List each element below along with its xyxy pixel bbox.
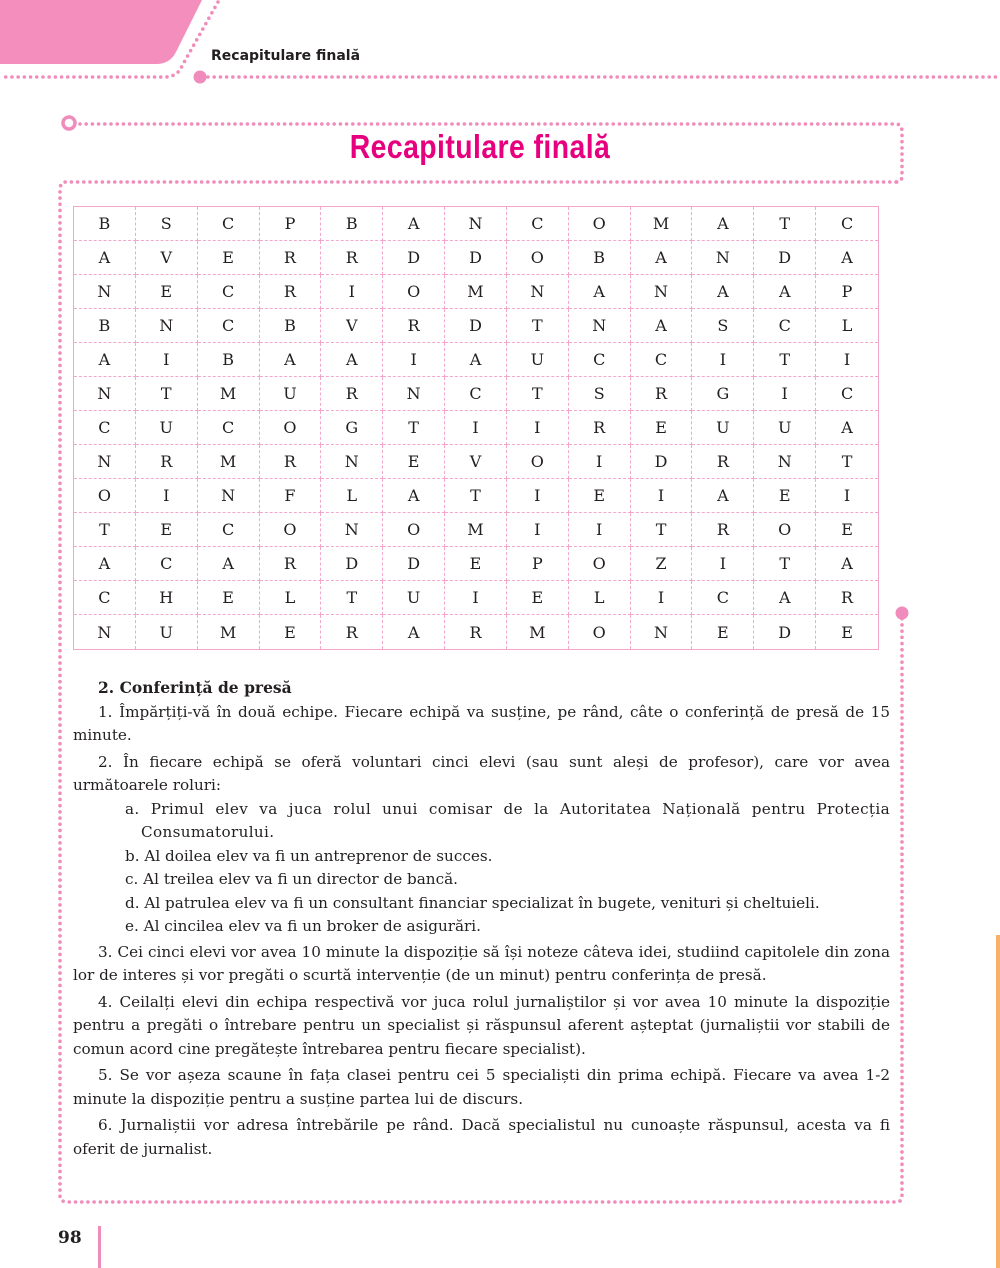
grid-cell[interactable]: A [74, 547, 136, 581]
grid-cell[interactable]: R [136, 445, 198, 479]
grid-cell[interactable]: R [260, 275, 322, 309]
grid-cell[interactable]: N [74, 615, 136, 649]
role-item: d. Al patrulea elev va fi un consultant financiar specializat în bugete, venituri și cheltuieli. [125, 893, 820, 912]
grid-cell[interactable]: T [136, 377, 198, 411]
grid-cell[interactable]: R [321, 377, 383, 411]
grid-cell[interactable]: A [383, 479, 445, 513]
grid-cell[interactable]: P [507, 547, 569, 581]
grid-cell[interactable]: O [569, 547, 631, 581]
grid-cell[interactable]: P [816, 275, 878, 309]
grid-cell[interactable]: D [754, 615, 816, 649]
grid-cell[interactable]: T [507, 377, 569, 411]
running-header-title: Recapitulare finală [211, 48, 361, 64]
grid-cell[interactable]: E [445, 547, 507, 581]
grid-cell[interactable]: C [74, 411, 136, 445]
grid-cell[interactable]: N [692, 241, 754, 275]
grid-cell[interactable]: A [631, 309, 693, 343]
grid-cell[interactable]: U [136, 411, 198, 445]
grid-cell[interactable]: B [74, 309, 136, 343]
grid-cell[interactable]: R [321, 241, 383, 275]
grid-cell[interactable]: T [445, 479, 507, 513]
grid-cell[interactable]: N [507, 275, 569, 309]
grid-cell[interactable]: U [692, 411, 754, 445]
grid-cell[interactable]: I [445, 411, 507, 445]
corner-tab-decoration [0, 0, 210, 64]
grid-cell[interactable]: I [816, 479, 878, 513]
grid-cell[interactable]: N [445, 207, 507, 241]
grid-cell[interactable]: C [198, 275, 260, 309]
grid-cell[interactable]: L [569, 581, 631, 615]
grid-cell[interactable]: E [383, 445, 445, 479]
grid-cell[interactable]: R [321, 615, 383, 649]
grid-cell[interactable]: C [507, 207, 569, 241]
grid-cell[interactable]: C [692, 581, 754, 615]
grid-cell[interactable]: C [136, 547, 198, 581]
grid-cell[interactable]: T [754, 343, 816, 377]
grid-cell[interactable]: A [816, 547, 878, 581]
grid-cell[interactable]: N [136, 309, 198, 343]
grid-cell[interactable]: A [754, 581, 816, 615]
grid-cell[interactable]: I [445, 581, 507, 615]
grid-cell[interactable]: C [198, 309, 260, 343]
grid-cell[interactable]: C [198, 207, 260, 241]
grid-cell[interactable]: A [321, 343, 383, 377]
grid-cell[interactable]: V [136, 241, 198, 275]
grid-cell[interactable]: L [260, 581, 322, 615]
grid-cell[interactable]: A [383, 207, 445, 241]
grid-cell[interactable]: A [383, 615, 445, 649]
grid-cell[interactable]: T [754, 547, 816, 581]
grid-cell[interactable]: U [136, 615, 198, 649]
grid-cell[interactable]: N [74, 275, 136, 309]
instruction-paragraph-5: 5. Se vor așeza scaune în fața clasei pentru cei 5 specialiști din prima echipă. Fiecare va avea 1-2 minute la dispoziție pentru a susține partea lui de discurs. [73, 1066, 890, 1108]
grid-cell[interactable]: B [569, 241, 631, 275]
grid-cell[interactable]: I [816, 343, 878, 377]
grid-cell[interactable]: A [692, 479, 754, 513]
grid-cell[interactable]: U [507, 343, 569, 377]
grid-cell[interactable]: C [198, 513, 260, 547]
grid-cell[interactable]: N [631, 615, 693, 649]
grid-cell[interactable]: T [816, 445, 878, 479]
grid-cell[interactable]: F [260, 479, 322, 513]
exercise-section [73, 676, 890, 1164]
role-item: b. Al doilea elev va fi un antreprenor de succes. [125, 846, 493, 865]
grid-cell[interactable]: M [198, 615, 260, 649]
grid-cell[interactable]: T [74, 513, 136, 547]
grid-cell[interactable]: D [445, 309, 507, 343]
grid-cell[interactable]: E [198, 241, 260, 275]
page-title: Recapitulare finală [349, 128, 611, 165]
grid-cell[interactable]: M [198, 377, 260, 411]
grid-cell[interactable]: A [754, 275, 816, 309]
grid-cell[interactable]: D [383, 547, 445, 581]
roles-list [73, 798, 890, 939]
grid-cell[interactable]: D [383, 241, 445, 275]
grid-cell[interactable]: U [260, 377, 322, 411]
grid-cell[interactable]: O [260, 411, 322, 445]
grid-cell[interactable]: G [321, 411, 383, 445]
grid-cell[interactable]: L [321, 479, 383, 513]
role-item: a. Primul elev va juca rolul unui comisar de la Autoritatea Națională pentru Protecția Consumatorului. [125, 799, 890, 841]
grid-cell[interactable]: D [631, 445, 693, 479]
page-number-divider [98, 1226, 101, 1268]
grid-cell[interactable]: I [136, 343, 198, 377]
grid-cell[interactable]: N [569, 309, 631, 343]
grid-cell[interactable]: A [631, 241, 693, 275]
word-search-grid [73, 206, 879, 650]
grid-cell[interactable]: M [445, 513, 507, 547]
grid-cell[interactable]: D [445, 241, 507, 275]
header-bubble [194, 71, 207, 84]
grid-cell[interactable]: T [383, 411, 445, 445]
grid-cell[interactable]: A [445, 343, 507, 377]
grid-cell[interactable]: R [260, 547, 322, 581]
grid-cell[interactable]: N [383, 377, 445, 411]
grid-cell[interactable]: E [754, 479, 816, 513]
grid-cell[interactable]: R [383, 309, 445, 343]
grid-cell[interactable]: T [321, 581, 383, 615]
grid-cell[interactable]: S [692, 309, 754, 343]
grid-cell[interactable]: N [198, 479, 260, 513]
grid-cell[interactable]: N [631, 275, 693, 309]
grid-cell[interactable]: O [507, 241, 569, 275]
instruction-paragraph-6: 6. Jurnaliștii vor adresa întrebările pe rând. Dacă specialistul nu cunoaște răspunsul, acesta va fi oferit de jurnalist. [73, 1116, 890, 1158]
grid-cell[interactable]: O [569, 615, 631, 649]
grid-cell[interactable]: O [383, 513, 445, 547]
grid-cell[interactable]: A [198, 547, 260, 581]
instruction-paragraph-1: 1. Împărțiți-vă în două echipe. Fiecare echipă va susține, pe rând, câte o conferință de presă de 15 minute. [73, 702, 890, 744]
grid-cell[interactable]: E [816, 513, 878, 547]
grid-cell[interactable]: R [569, 411, 631, 445]
role-item: c. Al treilea elev va fi un director de bancă. [125, 870, 458, 888]
section-heading: 2. Conferință de presă [98, 678, 292, 697]
grid-cell[interactable]: O [754, 513, 816, 547]
page-number: 98 [58, 1228, 82, 1248]
grid-cell[interactable]: I [631, 479, 693, 513]
instruction-paragraph-3: 3. Cei cinci elevi vor avea 10 minute la dispoziție să își noteze câteva idei, studiind capitolele din zona lor de interes și vor pregăti o scurtă intervenție (de un minut) pentru conferința de presă. [73, 942, 890, 984]
grid-cell[interactable]: A [692, 207, 754, 241]
grid-cell[interactable]: S [136, 207, 198, 241]
side-bubble [896, 607, 909, 620]
grid-cell[interactable]: I [383, 343, 445, 377]
grid-cell[interactable]: M [445, 275, 507, 309]
grid-cell[interactable]: N [321, 445, 383, 479]
grid-cell[interactable]: T [507, 309, 569, 343]
grid-cell[interactable]: D [754, 241, 816, 275]
grid-cell[interactable]: I [507, 479, 569, 513]
grid-cell[interactable]: N [321, 513, 383, 547]
grid-cell[interactable]: A [74, 241, 136, 275]
grid-cell[interactable]: I [692, 547, 754, 581]
grid-cell[interactable]: R [260, 241, 322, 275]
grid-cell[interactable]: T [754, 207, 816, 241]
grid-cell[interactable]: R [816, 581, 878, 615]
grid-cell[interactable]: M [507, 615, 569, 649]
grid-cell[interactable]: C [445, 377, 507, 411]
grid-cell[interactable]: I [631, 581, 693, 615]
grid-cell[interactable]: B [260, 309, 322, 343]
grid-cell[interactable]: O [74, 479, 136, 513]
grid-cell[interactable]: N [74, 377, 136, 411]
grid-cell[interactable]: C [198, 411, 260, 445]
grid-cell[interactable]: G [692, 377, 754, 411]
grid-cell[interactable]: A [260, 343, 322, 377]
grid-cell[interactable]: R [260, 445, 322, 479]
grid-cell[interactable]: I [136, 479, 198, 513]
grid-cell[interactable]: I [754, 377, 816, 411]
grid-cell[interactable]: L [816, 309, 878, 343]
grid-cell[interactable]: P [260, 207, 322, 241]
grid-cell[interactable]: C [754, 309, 816, 343]
grid-cell[interactable]: B [198, 343, 260, 377]
grid-cell[interactable]: A [816, 241, 878, 275]
grid-cell[interactable]: C [816, 377, 878, 411]
grid-cell[interactable]: D [321, 547, 383, 581]
grid-cell[interactable]: A [816, 411, 878, 445]
grid-cell[interactable]: A [692, 275, 754, 309]
grid-cell[interactable]: E [136, 275, 198, 309]
grid-cell[interactable]: E [198, 581, 260, 615]
grid-cell[interactable]: R [692, 445, 754, 479]
grid-cell[interactable]: R [445, 615, 507, 649]
instruction-paragraph-2: 2. În fiecare echipă se oferă voluntari cinci elevi (sau sunt aleși de profesor), care vor avea următoarele roluri: [73, 752, 890, 794]
grid-cell[interactable]: I [507, 411, 569, 445]
grid-cell[interactable]: A [569, 275, 631, 309]
grid-cell[interactable]: M [631, 207, 693, 241]
grid-cell[interactable]: V [445, 445, 507, 479]
grid-cell[interactable]: S [569, 377, 631, 411]
side-color-bar [996, 935, 1000, 1268]
grid-cell[interactable]: H [136, 581, 198, 615]
grid-cell[interactable]: I [507, 513, 569, 547]
grid-cell[interactable]: O [383, 275, 445, 309]
grid-cell[interactable]: I [569, 445, 631, 479]
grid-cell[interactable]: Z [631, 547, 693, 581]
grid-cell[interactable]: U [754, 411, 816, 445]
grid-cell[interactable]: E [569, 479, 631, 513]
grid-cell[interactable]: O [507, 445, 569, 479]
grid-cell[interactable]: E [260, 615, 322, 649]
grid-cell[interactable]: I [692, 343, 754, 377]
grid-cell[interactable]: C [569, 343, 631, 377]
grid-cell[interactable]: E [507, 581, 569, 615]
grid-cell[interactable]: R [631, 377, 693, 411]
grid-cell[interactable]: B [74, 207, 136, 241]
grid-cell[interactable]: M [198, 445, 260, 479]
grid-cell[interactable]: E [136, 513, 198, 547]
grid-cell[interactable]: C [816, 207, 878, 241]
grid-cell[interactable]: N [74, 445, 136, 479]
grid-cell[interactable]: O [569, 207, 631, 241]
grid-cell[interactable]: V [321, 309, 383, 343]
grid-cell[interactable]: A [74, 343, 136, 377]
grid-cell[interactable]: I [321, 275, 383, 309]
grid-cell[interactable]: E [841, 622, 853, 642]
grid-cell[interactable]: C [631, 343, 693, 377]
grid-cell[interactable]: R [692, 513, 754, 547]
grid-cell[interactable]: E [631, 411, 693, 445]
grid-cell[interactable]: T [631, 513, 693, 547]
grid-cell[interactable]: B [321, 207, 383, 241]
instruction-paragraph-4: 4. Ceilalți elevi din echipa respectivă vor juca rolul jurnaliștilor și vor avea 10 minute la dispoziție pentru a pregăti o întrebare pentru un specialist și răspunsul aferent așteptat (jurnaliștii vor stabili de comun acord cine pregătește întrebarea pentru fiecare specialist). [73, 992, 890, 1058]
grid-cell[interactable]: U [383, 581, 445, 615]
grid-cell[interactable]: N [754, 445, 816, 479]
grid-cell[interactable]: O [260, 513, 322, 547]
role-item: e. Al cincilea elev va fi un broker de asigurări. [125, 917, 481, 935]
grid-cell[interactable]: C [74, 581, 136, 615]
grid-cell[interactable]: E [692, 615, 754, 649]
grid-cell[interactable]: I [569, 513, 631, 547]
